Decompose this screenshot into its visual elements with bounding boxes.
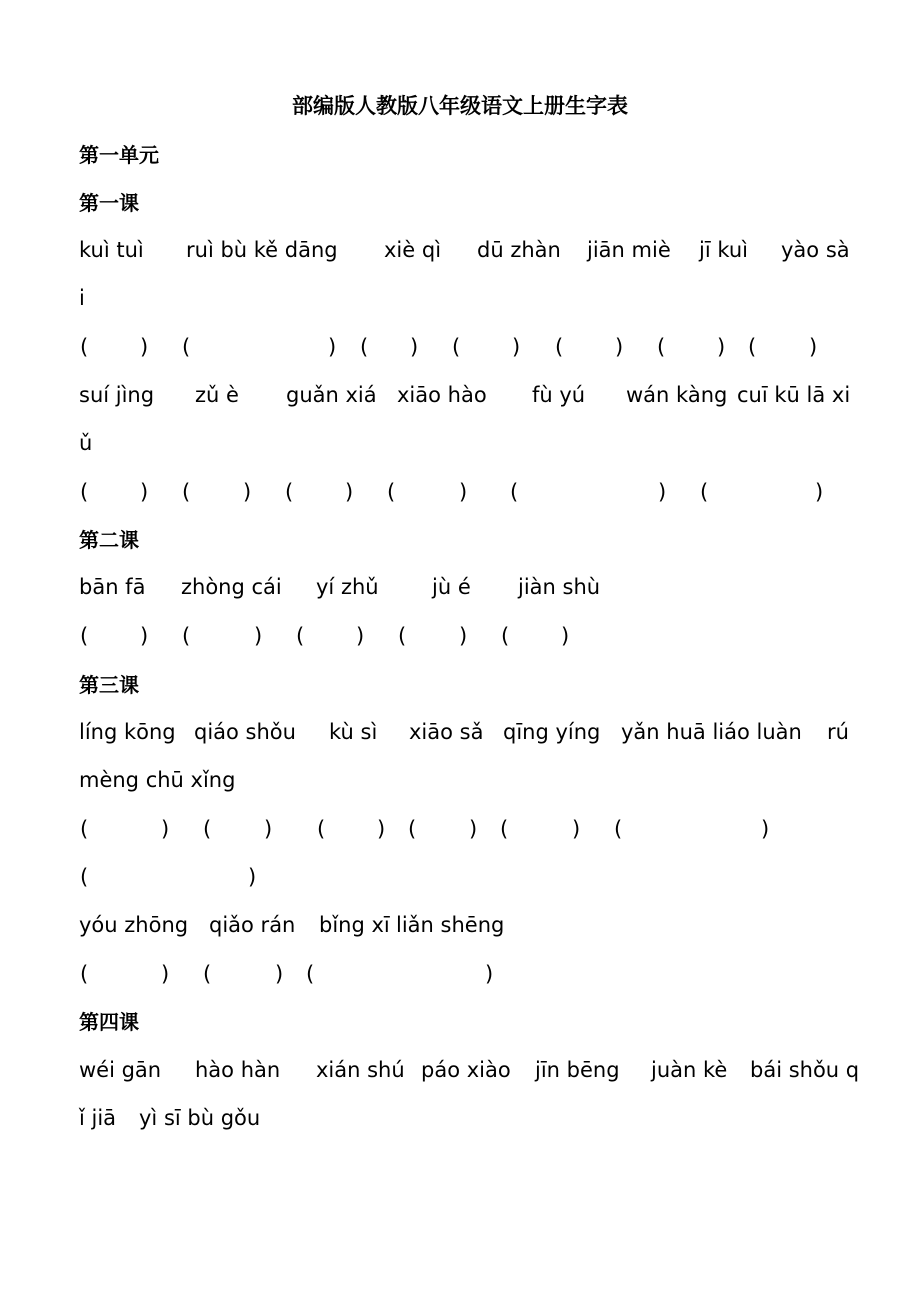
pinyin-item: kuì tuì — [79, 238, 144, 262]
answer-paren-close: ) — [140, 480, 149, 504]
answer-paren-close: ) — [248, 865, 257, 889]
pinyin-item: wéi gān — [79, 1058, 162, 1082]
pinyin-item: líng kōng — [79, 720, 176, 744]
answer-paren-open: ( — [614, 817, 623, 841]
answer-paren-close: ) — [572, 817, 581, 841]
pinyin-item: qiǎo rán — [209, 913, 296, 937]
answer-paren-open: ( — [203, 817, 212, 841]
answer-paren-open: ( — [657, 335, 666, 359]
pinyin-item: hào hàn — [195, 1058, 281, 1082]
pinyin-item: jīn bēng — [535, 1058, 620, 1082]
answer-paren-open: ( — [80, 480, 89, 504]
answer-paren-close: ) — [161, 962, 170, 986]
pinyin-item: wán kàng — [626, 383, 728, 407]
answer-paren-close: ) — [377, 817, 386, 841]
pinyin-item: ǔ — [79, 431, 93, 455]
pinyin-item: bǐng xī — [319, 913, 390, 937]
answer-paren-close: ) — [459, 624, 468, 648]
answer-paren-close: ) — [717, 335, 726, 359]
answer-paren-open: ( — [387, 480, 396, 504]
unit-heading: 第一单元 — [79, 143, 159, 167]
answer-paren-close: ) — [264, 817, 273, 841]
pinyin-item: jiàn shù — [518, 575, 601, 599]
pinyin-item: yí zhǔ — [316, 575, 379, 599]
answer-paren-open: ( — [80, 624, 89, 648]
pinyin-item: xián shú — [316, 1058, 405, 1082]
lesson-1-heading: 第一课 — [79, 191, 139, 215]
pinyin-item: yào sà — [781, 238, 850, 262]
pinyin-item: i — [79, 286, 85, 310]
pinyin-item: xiè qì — [384, 238, 442, 262]
answer-paren-open: ( — [80, 865, 89, 889]
answer-paren-open: ( — [80, 335, 89, 359]
answer-paren-close: ) — [140, 624, 149, 648]
answer-paren-close: ) — [512, 335, 521, 359]
pinyin-item: fù yú — [532, 383, 586, 407]
answer-paren-open: ( — [398, 624, 407, 648]
pinyin-item: cuī kū lā xi — [737, 383, 851, 407]
answer-paren-open: ( — [296, 624, 305, 648]
answer-paren-close: ) — [140, 335, 149, 359]
answer-paren-close: ) — [809, 335, 818, 359]
pinyin-item: yóu zhōng — [79, 913, 189, 937]
pinyin-item: ruì bù kě dāng — [186, 238, 338, 262]
pinyin-item: dū zhàn — [477, 238, 561, 262]
answer-paren-open: ( — [748, 335, 757, 359]
answer-paren-open: ( — [500, 817, 509, 841]
pinyin-item: rú — [827, 720, 849, 744]
pinyin-item: jù é — [432, 575, 471, 599]
answer-paren-open: ( — [182, 480, 191, 504]
answer-paren-open: ( — [452, 335, 461, 359]
pinyin-item: suí jìng — [79, 383, 155, 407]
answer-paren-close: ) — [658, 480, 667, 504]
answer-paren-close: ) — [815, 480, 824, 504]
answer-paren-open: ( — [182, 335, 191, 359]
pinyin-item: ǐ jiā — [79, 1106, 117, 1130]
answer-paren-open: ( — [80, 817, 89, 841]
answer-paren-open: ( — [80, 962, 89, 986]
pinyin-item: zǔ è — [195, 383, 239, 407]
answer-paren-close: ) — [410, 335, 419, 359]
pinyin-item: yì sī bù gǒu — [139, 1106, 261, 1130]
answer-paren-open: ( — [203, 962, 212, 986]
lesson-4-heading: 第四课 — [79, 1010, 139, 1034]
answer-paren-open: ( — [408, 817, 417, 841]
pinyin-item: yǎn huā liáo luàn — [621, 720, 802, 744]
pinyin-item: jiān miè — [587, 238, 671, 262]
answer-paren-close: ) — [459, 480, 468, 504]
pinyin-item: juàn kè — [651, 1058, 728, 1082]
answer-paren-close: ) — [243, 480, 252, 504]
answer-paren-close: ) — [345, 480, 354, 504]
answer-paren-close: ) — [161, 817, 170, 841]
answer-paren-open: ( — [555, 335, 564, 359]
pinyin-item: páo xiào — [421, 1058, 511, 1082]
pinyin-item: xiāo hào — [397, 383, 487, 407]
answer-paren-open: ( — [317, 817, 326, 841]
pinyin-item: zhòng cái — [181, 575, 282, 599]
answer-paren-close: ) — [561, 624, 570, 648]
answer-paren-open: ( — [360, 335, 369, 359]
answer-paren-close: ) — [254, 624, 263, 648]
answer-paren-open: ( — [510, 480, 519, 504]
pinyin-item: bān fā — [79, 575, 146, 599]
pinyin-item: qiáo shǒu — [194, 720, 296, 744]
pinyin-item: bái shǒu q — [750, 1058, 860, 1082]
pinyin-item: mèng chū xǐng — [79, 768, 236, 792]
pinyin-item: guǎn xiá — [286, 383, 377, 407]
answer-paren-open: ( — [501, 624, 510, 648]
lesson-2-heading: 第二课 — [79, 528, 139, 552]
pinyin-item: liǎn shēng — [396, 913, 505, 937]
pinyin-item: qīng yíng — [503, 720, 601, 744]
answer-paren-open: ( — [700, 480, 709, 504]
pinyin-item: xiāo sǎ — [409, 720, 484, 744]
page-title: 部编版人教版八年级语文上册生字表 — [292, 94, 628, 118]
answer-paren-close: ) — [761, 817, 770, 841]
answer-paren-open: ( — [285, 480, 294, 504]
pinyin-item: jī kuì — [699, 238, 749, 262]
answer-paren-close: ) — [615, 335, 624, 359]
lesson-3-heading: 第三课 — [79, 673, 139, 697]
pinyin-item: kù sì — [329, 720, 378, 744]
answer-paren-close: ) — [328, 335, 337, 359]
answer-paren-open: ( — [182, 624, 191, 648]
answer-paren-open: ( — [306, 962, 315, 986]
answer-paren-close: ) — [356, 624, 365, 648]
answer-paren-close: ) — [485, 962, 494, 986]
answer-paren-close: ) — [469, 817, 478, 841]
answer-paren-close: ) — [275, 962, 284, 986]
